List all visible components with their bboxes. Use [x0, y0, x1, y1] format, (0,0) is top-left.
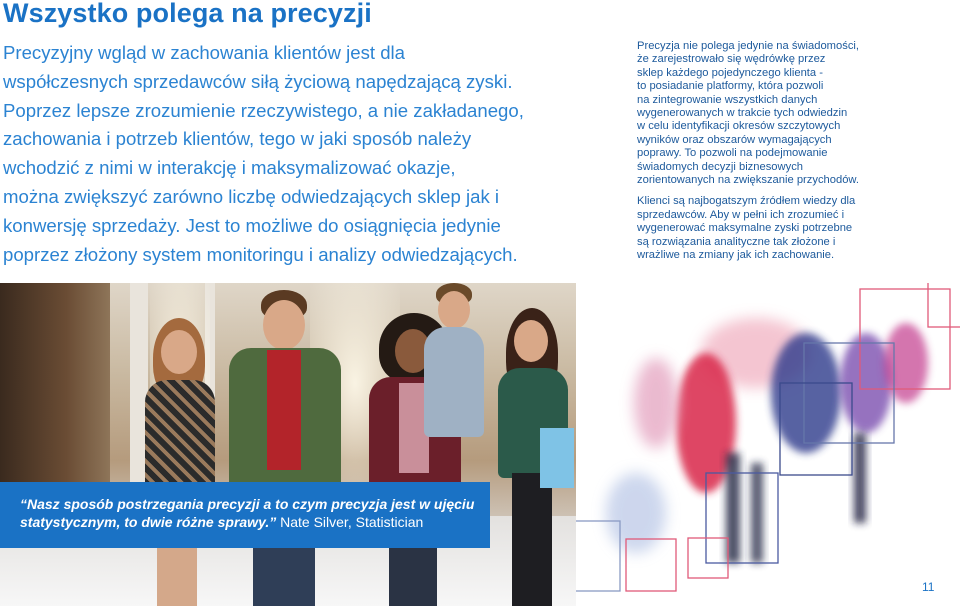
side-column [637, 40, 957, 271]
page-title: Wszystko polega na precyzji [3, 0, 372, 28]
side-line: wygenerować maksymalne zyski potrzebne [637, 222, 853, 235]
lead-line: Poprzez lepsze zrozumienie rzeczywistego, a nie zakładanego, [3, 99, 524, 121]
quote-line: “Nasz sposób postrzegania precyzji a to czym precyzja jest w ujęciu [20, 496, 475, 512]
lead-line: można zwiększyć zarówno liczbę odwiedzających sklep jak i [3, 185, 500, 207]
side-paragraph-customers [637, 195, 957, 262]
side-line: że zarejestrowało się wędrówkę przez [637, 53, 826, 66]
quote-line: statystycznym, to dwie różne sprawy.” [20, 513, 277, 530]
side-line: to posiadanie platformy, która pozwoli [637, 80, 824, 93]
lead-line: Precyzyjny wgląd w zachowania klientów jest dla [3, 42, 406, 63]
side-line: poprawy. To pozwoli na podejmowanie [637, 147, 828, 160]
lead-line: poprzez złożony system monitoringu i analizy odwiedzających. [3, 243, 518, 265]
side-line: świadomych decyzji biznesowych [637, 160, 804, 173]
side-line: Klienci są najbogatszym źródłem wiedzy dla [637, 195, 856, 208]
shopper-figure [225, 288, 345, 606]
side-line: wrażliwe na zmiany jak ich zachowanie. [637, 249, 835, 262]
side-line: sprzedawców. Aby w pełni ich zrozumieć i [637, 208, 845, 221]
blurred-figures [606, 318, 928, 563]
shopper-figure [420, 283, 490, 483]
side-line: są rozwiązania analityczne tak złożone i [637, 235, 836, 248]
quote-author: Nate Silver, Statistician [276, 513, 424, 530]
quote-box [0, 482, 490, 548]
side-line: sklep każdego pojedynczego klienta - [637, 66, 823, 79]
shoppers-photo [0, 283, 576, 606]
side-line: wyników oraz obszarów wymagających [637, 133, 832, 146]
side-line: na zintegrowanie wszystkich danych [637, 93, 818, 106]
lead-line: współczesnych sprzedawców siłą życiową napędzającą zyski. [3, 70, 513, 92]
side-line: Precyzja nie polega jedynie na świadomości, [637, 40, 860, 52]
abstract-shoppers-illustration [576, 283, 960, 606]
lead-line: zachowania i potrzeb klientów, tego w jaki sposób należy [3, 128, 472, 150]
lead-line: wchodzić z nimi w interakcję i maksymalizować okazje, [3, 157, 456, 179]
side-paragraph-precision [637, 40, 957, 187]
side-line: zorientowanych na zwiększanie przychodów. [637, 174, 860, 187]
lead-paragraph [3, 39, 603, 269]
shopper-figure [490, 308, 576, 606]
shop-front [0, 283, 110, 513]
shopper-figure [135, 318, 225, 606]
side-line: wygenerowanych w trakcie tych odwiedzin [637, 107, 848, 120]
lead-line: konwersję sprzedaży. Jest to możliwe do osiągnięcia jedynie [3, 214, 501, 236]
page-number: 11 [922, 580, 935, 594]
side-line: w celu identyfikacji okresów szczytowych [637, 120, 841, 133]
